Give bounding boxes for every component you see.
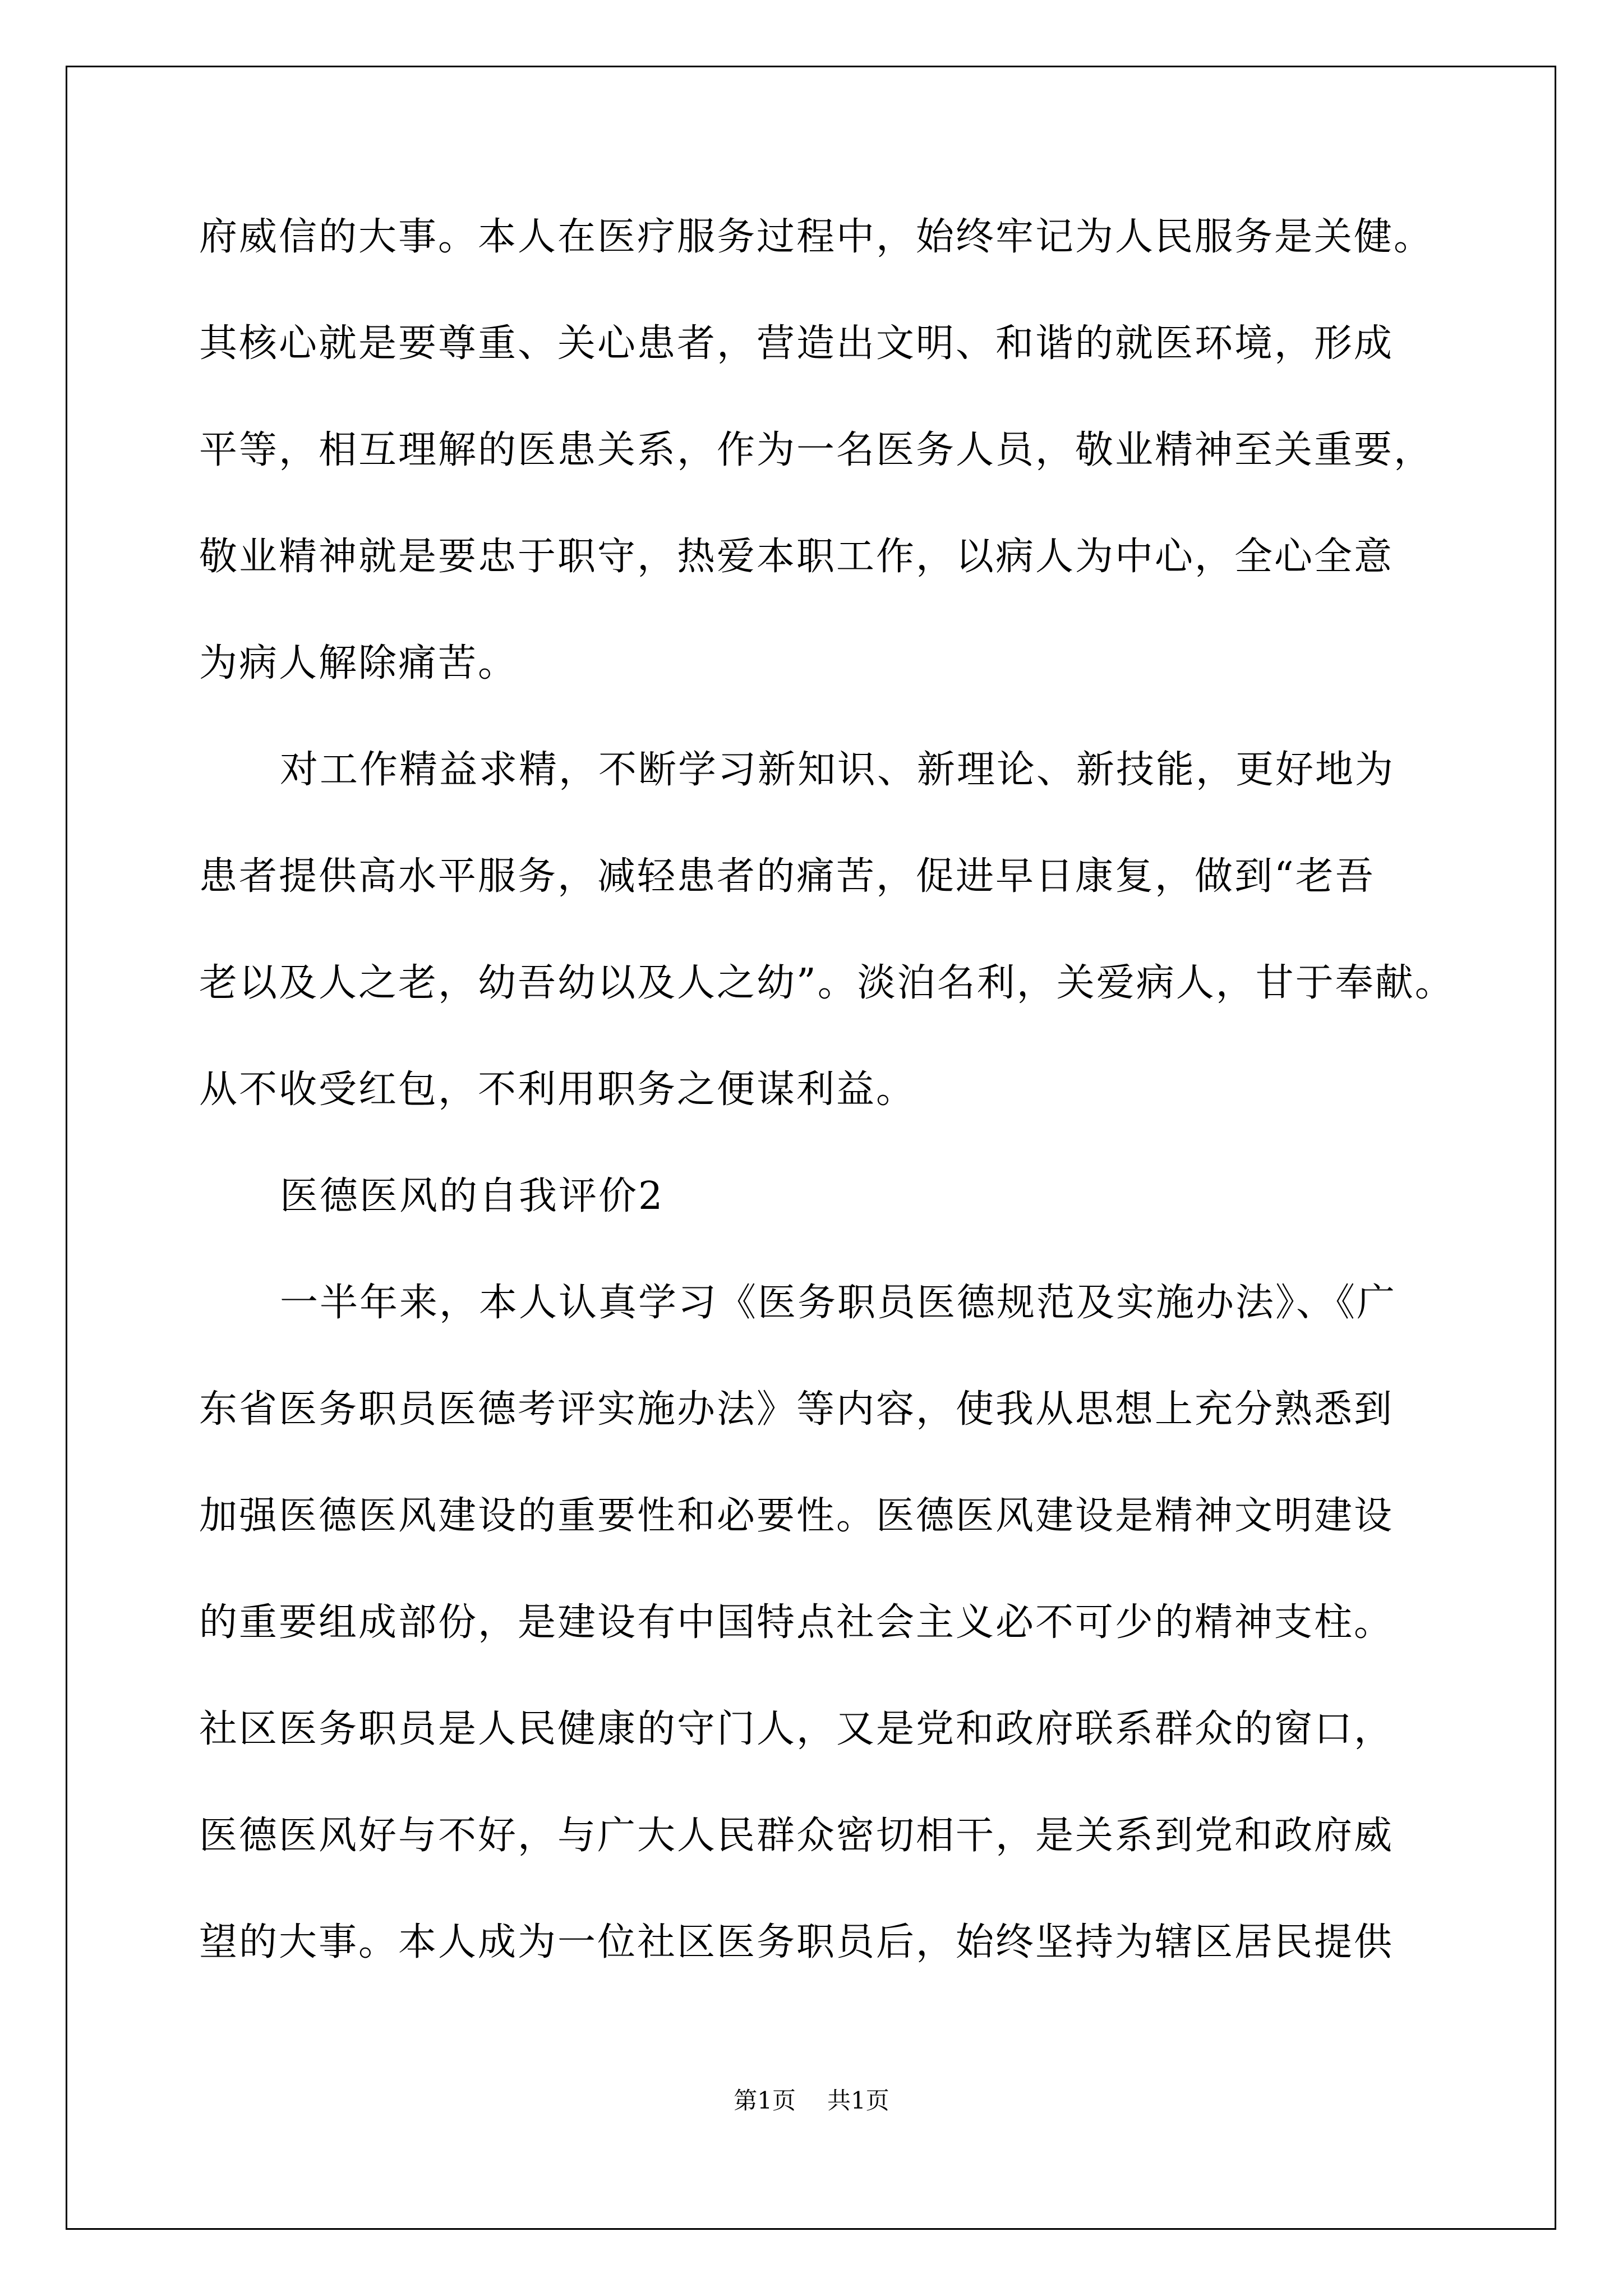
body-line: 老以及人之老，幼吾幼以及人之幼”。淡泊名利，关爱病人，甘于奉献。 [199,961,1455,1005]
body-line: 对工作精益求精，不断学习新知识、新理论、新技能，更好地为 [280,748,1395,792]
body-line: 加强医德医风建设的重要性和必要性。医德医风建设是精神文明建设 [199,1494,1394,1538]
page-total: 共1页 [827,2087,889,2114]
body-line: 一半年来，本人认真学习《医务职员医德规范及实施办法》、《广 [280,1281,1397,1325]
body-line: 为病人解除痛苦。 [199,641,518,685]
body-line: 社区医务职员是人民健康的守门人，又是党和政府联系群众的窗口， [199,1707,1394,1751]
body-line: 东省医务职员医德考评实施办法》等内容，使我从思想上充分熟悉到 [199,1387,1394,1432]
body-line: 患者提供高水平服务，减轻患者的痛苦，促进早日康复，做到“老吾 [199,854,1375,899]
page-footer [0,2085,1623,2116]
body-line: 医德医风好与不好，与广大人民群众密切相干，是关系到党和政府威 [199,1814,1394,1858]
page-number: 第1页 [734,2087,796,2114]
page-frame [66,66,1556,2230]
body-line: 敬业精神就是要忠于职守，热爱本职工作，以病人为中心，全心全意 [199,535,1394,579]
body-line: 望的大事。本人成为一位社区医务职员后，始终坚持为辖区居民提供 [199,1920,1394,1964]
body-line: 从不收受红包，不利用职务之便谋利益。 [199,1068,916,1112]
body-line: 平等，相互理解的医患关系，作为一名医务人员，敬业精神至关重要， [199,428,1434,472]
body-line: 府威信的大事。本人在医疗服务过程中，始终牢记为人民服务是关健。 [199,215,1434,259]
section-heading: 医德医风的自我评价2 [280,1174,665,1218]
body-line: 的重要组成部份，是建设有中国特点社会主义必不可少的精神支柱。 [199,1600,1394,1645]
body-line: 其核心就是要尊重、关心患者，营造出文明、和谐的就医环境，形成 [199,321,1394,366]
